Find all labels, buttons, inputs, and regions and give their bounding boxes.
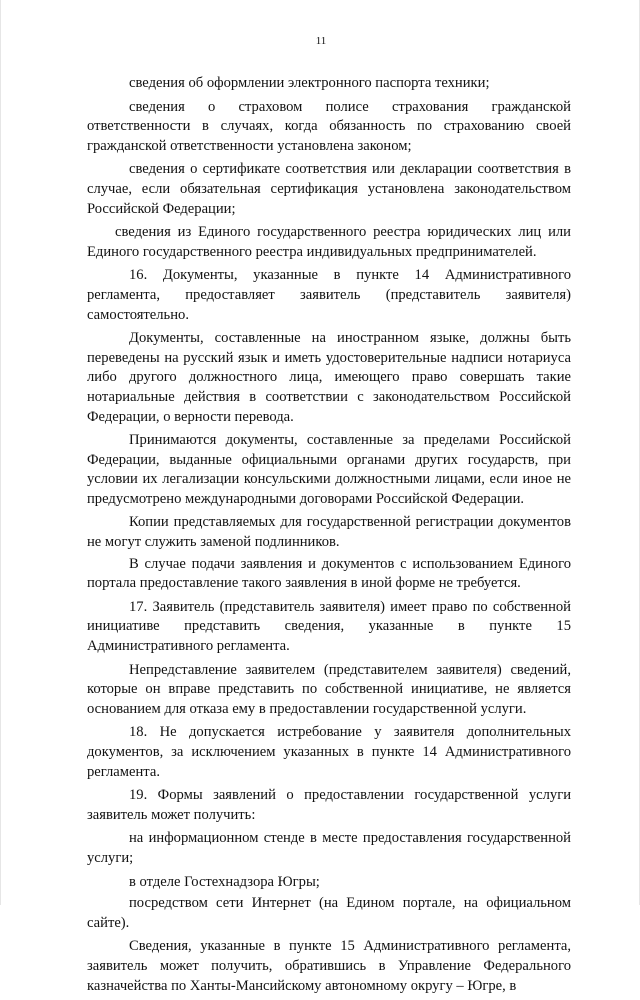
- paragraph: сведения о страховом полисе страхования гражданской ответственности в случаях, когда обязанность по страхованию своей гражданской ответственности установлена законом;: [87, 98, 571, 154]
- paragraph: В случае подачи заявления и документов с использованием Единого портала предоставление такого заявления в иной форме не требуется.: [87, 555, 571, 592]
- paragraph: Копии представляемых для государственной регистрации документов не могут служить заменой подлинников.: [87, 514, 571, 551]
- paragraph: сведения об оформлении электронного паспорта техники;: [129, 75, 490, 91]
- paragraph: Документы, составленные на иностранном языке, должны быть переведены на русский язык и иметь удостоверительные надписи нотариуса либо другого должностного лица, имеющего право совершать такие нотариальные действия в соответствии с законодательством Российской Федерации, о верности перевода.: [87, 330, 571, 425]
- paragraph: сведения о сертификате соответствия или декларации соответствия в случае, если обязательная сертификация установлена законодательством Российской Федерации;: [87, 161, 571, 217]
- paragraph: посредством сети Интернет (на Едином портале, на официальном сайте).: [87, 895, 571, 931]
- paragraph: Сведения, указанные в пункте 15 Административного регламента, заявитель может получить, обратившись в Управление Федерального казначейства по Ханты-Мансийскому автономному округу – Югре, в: [87, 938, 571, 994]
- paragraph: 19. Формы заявлений о предоставлении государственной услуги заявитель может получить:: [87, 787, 571, 823]
- paragraph: Непредставление заявителем (представителем заявителя) сведений, которые он вправе представить по собственной инициативе, не является основанием для отказа ему в предоставлении государственной услуги.: [87, 661, 571, 717]
- paragraph: в отделе Гостехнадзора Югры;: [129, 873, 320, 890]
- page-number: 11: [315, 35, 327, 47]
- paragraph: Принимаются документы, составленные за пределами Российской Федерации, выданные официальными органами других государств, при условии их легализации консульскими должностными лицами, если иное не предусмотрено международными договорами Российской Федерации.: [87, 432, 571, 507]
- paragraph: сведения из Единого государственного реестра юридических лиц или Единого государственного реестра индивидуальных предпринимателей.: [87, 224, 571, 260]
- paragraph: 17. Заявитель (представитель заявителя) имеет право по собственной инициативе представить сведения, указанные в пункте 15 Административного регламента.: [87, 598, 571, 655]
- paragraph: на информационном стенде в месте предоставления государственной услуги;: [87, 830, 571, 866]
- document-body: [87, 74, 571, 1000]
- paragraph: 18. Не допускается истребование у заявителя дополнительных документов, за исключением указанных в пункте 14 Административного регламента.: [87, 724, 571, 780]
- paragraph: 16. Документы, указанные в пункте 14 Административного регламента, предоставляет заявитель (представитель заявителя) самостоятельно.: [87, 267, 571, 323]
